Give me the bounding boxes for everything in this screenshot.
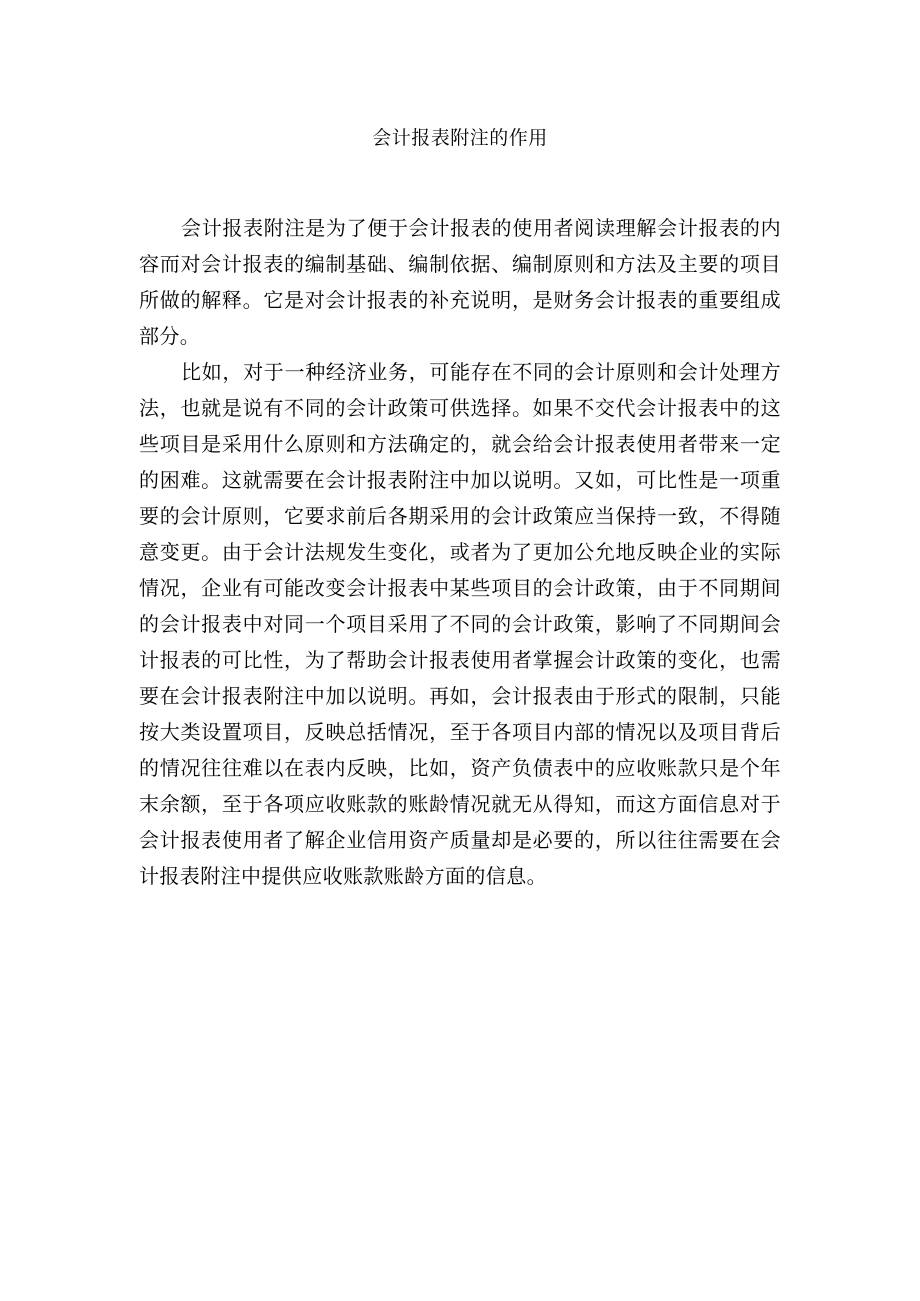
document-body bbox=[139, 210, 781, 894]
paragraph-definition: 会计报表附注是为了便于会计报表的使用者阅读理解会计报表的内容而对会计报表的编制基础、编制依据、编制原则和方法及主要的项目所做的解释。它是对会计报表的补充说明，是财务会计报表的重要组成部分。 bbox=[139, 216, 781, 348]
document-title: 会计报表附注的作用 bbox=[372, 127, 548, 149]
paragraph-examples: 比如，对于一种经济业务，可能存在不同的会计原则和会计处理方法，也就是说有不同的会计政策可供选择。如果不交代会计报表中的这些项目是采用什么原则和方法确定的，就会给会计报表使用者带来一定的困难。这就需要在会计报表附注中加以说明。又如，可比性是一项重要的会计原则，它要求前后各期采用的会计政策应当保持一致，不得随意变更。由于会计法规发生变化，或者为了更加公允地反映企业的实际情况，企业有可能改变会计报表中某些项目的会计政策，由于不同期间的会计报表中对同一个项目采用了不同的会计政策，影响了不同期间会计报表的可比性，为了帮助会计报表使用者掌握会计政策的变化，也需要在会计报表附注中加以说明。再如，会计报表由于形式的限制，只能按大类设置项目，反映总括情况，至于各项目内部的情况以及项目背后的情况往往难以在表内反映，比如，资产负债表中的应收账款只是个年末余额，至于各项应收账款的账龄情况就无从得知，而这方面信息对于会计报表使用者了解企业信用资产质量却是必要的，所以往往需要在会计报表附注中提供应收账款账龄方面的信息。 bbox=[139, 360, 781, 888]
